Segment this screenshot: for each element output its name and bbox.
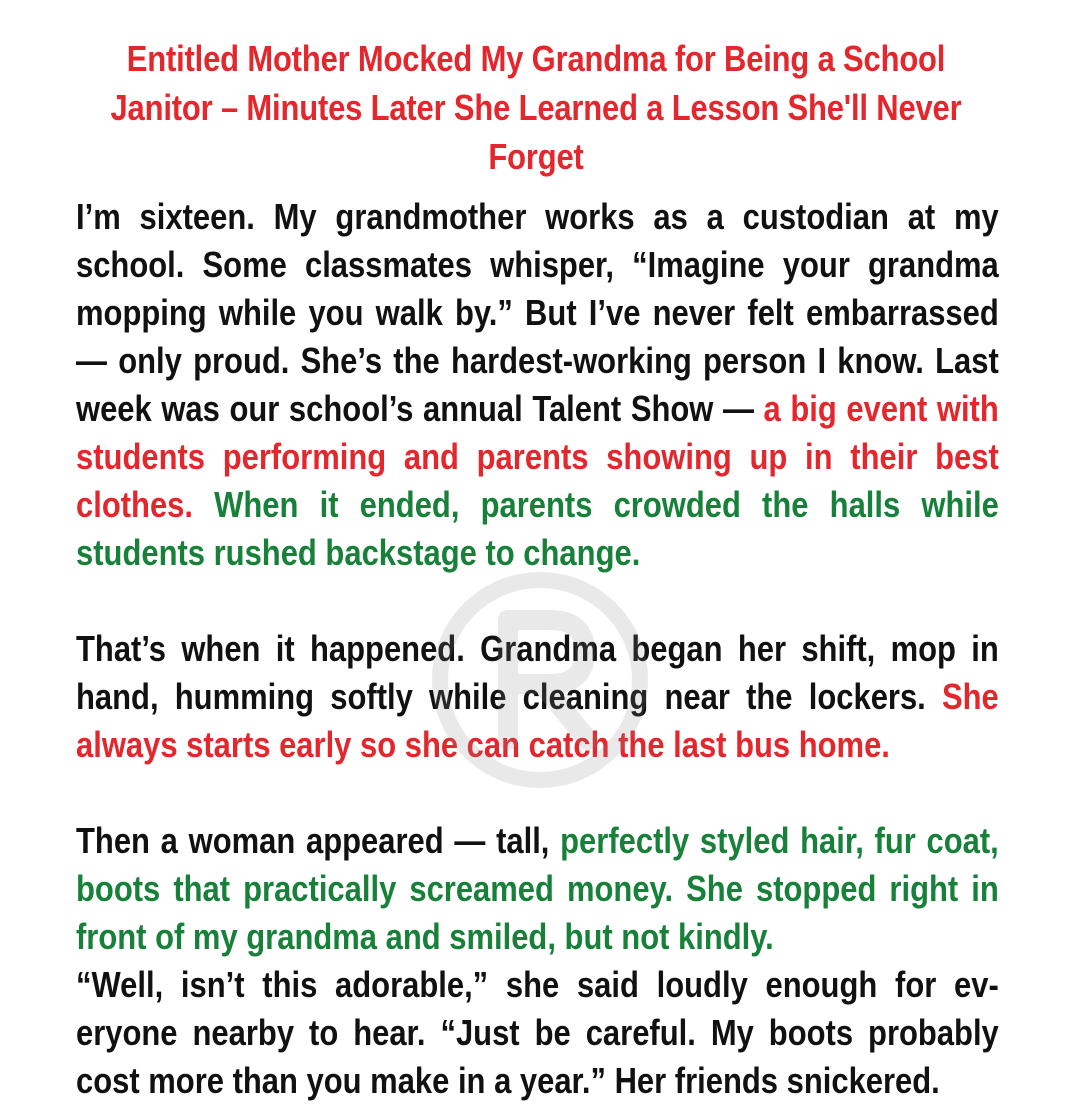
paragraph-2-segment-1: That’s when it happened. Grandma began her shift, mop in hand, humming softly while cleaning near the lockers.	[76, 628, 999, 717]
paragraph-spacer	[76, 577, 998, 625]
paragraph-3	[76, 817, 999, 961]
paragraph-4-segment-1: “Well, isn’t this adorable,” she said loudly enough for everyone nearby to hear. “Just be careful. My boots probably cost more than you make in a year.” Her friends snickered.	[76, 964, 999, 1101]
paragraph-2	[76, 625, 999, 769]
paragraph-3-segment-1: Then a woman appeared — tall,	[76, 820, 561, 861]
paragraph-3-segment-2: perfectly styled hair, fur coat, boots that practically screamed money. She stopped right in front of my grandma and smiled, but not kindly.	[76, 820, 999, 957]
paragraph-1-segment-1: I’m sixteen. My grandmother works as a custodian at my school. Some classmates whisper, “Imagine your grandma mopping while you walk by.” But I’ve never felt embarrassed — only proud. She’s the hardest-working person I know. Last week was our school’s annual Talent Show —	[76, 196, 999, 429]
paragraph-1-segment-2: a big event with students performing and parents showing up in their best clothes.	[76, 388, 999, 525]
story-title: Entitled Mother Mocked My Grandma for Being a School Janitor – Minutes Later She Learned a Lesson She'll Never Forget	[110, 38, 962, 177]
paragraph-1-segment-3: When it ended, parents crowded the halls while students rushed backstage to change.	[76, 484, 999, 573]
paragraph-2-segment-2: She always starts early so she can catch the last bus home.	[76, 676, 999, 765]
paragraph-1	[76, 193, 999, 577]
paragraph-spacer	[76, 769, 998, 817]
paragraph-4	[76, 961, 999, 1105]
